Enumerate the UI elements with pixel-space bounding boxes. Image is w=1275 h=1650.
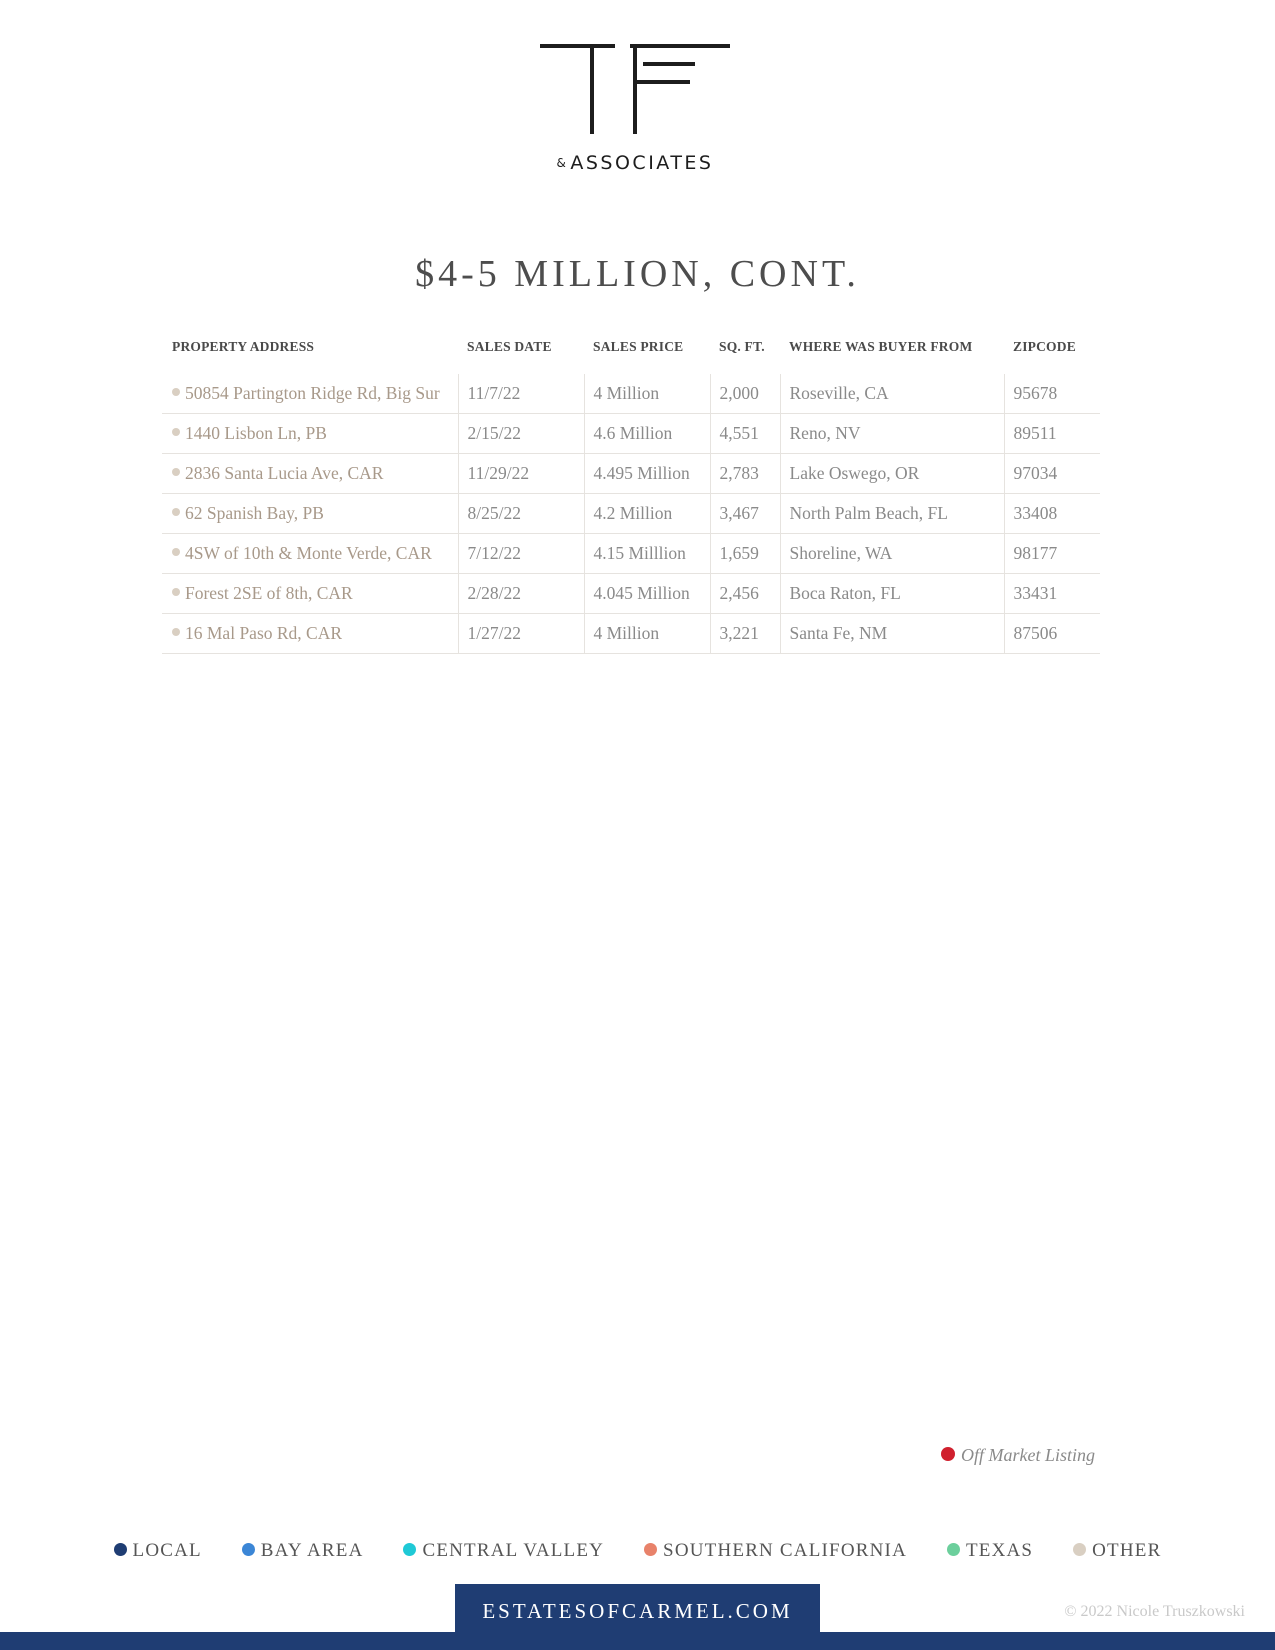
bay-area-dot-icon (242, 1543, 255, 1556)
price-cell: 4.6 Million (584, 414, 710, 454)
price-cell: 4.15 Milllion (584, 534, 710, 574)
category-dot-icon (172, 588, 180, 596)
sqft-cell: 2,783 (710, 454, 780, 494)
other-dot-icon (1073, 1543, 1086, 1556)
off-market-legend (941, 1445, 1095, 1466)
price-cell: 4 Million (584, 614, 710, 654)
zip-cell: 98177 (1004, 534, 1100, 574)
local-dot-icon (114, 1543, 127, 1556)
address-cell: 2836 Santa Lucia Ave, CAR (162, 454, 458, 494)
zip-cell: 89511 (1004, 414, 1100, 454)
buyer-from-cell: Roseville, CA (780, 374, 1004, 414)
date-cell: 8/25/22 (458, 494, 584, 534)
date-cell: 2/15/22 (458, 414, 584, 454)
date-cell: 2/28/22 (458, 574, 584, 614)
logo-subtitle: & ASSOCIATES (556, 152, 714, 174)
buyer-from-cell: North Palm Beach, FL (780, 494, 1004, 534)
zip-cell: 33408 (1004, 494, 1100, 534)
tf-monogram-icon (540, 42, 730, 152)
copyright-notice: © 2022 Nicole Truszkowski (1064, 1603, 1245, 1620)
category-dot-icon (172, 628, 180, 636)
buyer-from-cell: Boca Raton, FL (780, 574, 1004, 614)
zip-cell: 97034 (1004, 454, 1100, 494)
central-valley-dot-icon (403, 1543, 416, 1556)
sqft-cell: 2,000 (710, 374, 780, 414)
legend-item-texas: TEXAS (947, 1540, 1033, 1562)
legend-item-bay-area: BAY AREA (242, 1540, 364, 1562)
category-dot-icon (172, 548, 180, 556)
region-legend (0, 1540, 1275, 1562)
date-cell: 11/29/22 (458, 454, 584, 494)
legend-item-other: OTHER (1073, 1540, 1161, 1562)
sqft-cell: 1,659 (710, 534, 780, 574)
header-property-address: PROPERTY ADDRESS (172, 339, 315, 354)
sales-table (162, 336, 1100, 654)
price-cell: 4.045 Million (584, 574, 710, 614)
southern-california-dot-icon (644, 1543, 657, 1556)
buyer-from-cell: Reno, NV (780, 414, 1004, 454)
table-row (162, 374, 1100, 414)
sqft-cell: 4,551 (710, 414, 780, 454)
header-sq-ft: SQ. FT. (719, 339, 765, 354)
buyer-from-cell: Lake Oswego, OR (780, 454, 1004, 494)
date-cell: 11/7/22 (458, 374, 584, 414)
header-buyer-from: WHERE WAS BUYER FROM (789, 339, 973, 354)
zip-cell: 95678 (1004, 374, 1100, 414)
zip-cell: 87506 (1004, 614, 1100, 654)
page-title: $4-5 MILLION, CONT. (415, 253, 860, 295)
header-sales-date: SALES DATE (467, 339, 552, 354)
buyer-from-cell: Santa Fe, NM (780, 614, 1004, 654)
sqft-cell: 3,467 (710, 494, 780, 534)
website-link[interactable]: ESTATESOFCARMEL.COM (455, 1584, 820, 1650)
zip-cell: 33431 (1004, 574, 1100, 614)
table-row (162, 494, 1100, 534)
header-zipcode: ZIPCODE (1013, 339, 1076, 354)
date-cell: 1/27/22 (458, 614, 584, 654)
address-cell: Forest 2SE of 8th, CAR (162, 574, 458, 614)
table-row (162, 454, 1100, 494)
legend-item-central-valley: CENTRAL VALLEY (403, 1540, 604, 1562)
date-cell: 7/12/22 (458, 534, 584, 574)
table-row (162, 534, 1100, 574)
legend-item-southern-california: SOUTHERN CALIFORNIA (644, 1540, 907, 1562)
header-sales-price: SALES PRICE (593, 339, 684, 354)
company-logo (540, 42, 730, 177)
category-dot-icon (172, 428, 180, 436)
address-cell: 16 Mal Paso Rd, CAR (162, 614, 458, 654)
category-dot-icon (172, 468, 180, 476)
legend-item-local: LOCAL (114, 1540, 202, 1562)
off-market-dot-icon (941, 1447, 955, 1461)
address-cell: 1440 Lisbon Ln, PB (162, 414, 458, 454)
table-row (162, 414, 1100, 454)
address-cell: 50854 Partington Ridge Rd, Big Sur (162, 374, 458, 414)
price-cell: 4.495 Million (584, 454, 710, 494)
texas-dot-icon (947, 1543, 960, 1556)
table-row (162, 574, 1100, 614)
buyer-from-cell: Shoreline, WA (780, 534, 1004, 574)
table-row (162, 614, 1100, 654)
price-cell: 4.2 Million (584, 494, 710, 534)
category-dot-icon (172, 388, 180, 396)
sqft-cell: 2,456 (710, 574, 780, 614)
price-cell: 4 Million (584, 374, 710, 414)
address-cell: 62 Spanish Bay, PB (162, 494, 458, 534)
address-cell: 4SW of 10th & Monte Verde, CAR (162, 534, 458, 574)
category-dot-icon (172, 508, 180, 516)
sqft-cell: 3,221 (710, 614, 780, 654)
table-header-row (162, 336, 1100, 374)
off-market-label: Off Market Listing (961, 1445, 1095, 1465)
